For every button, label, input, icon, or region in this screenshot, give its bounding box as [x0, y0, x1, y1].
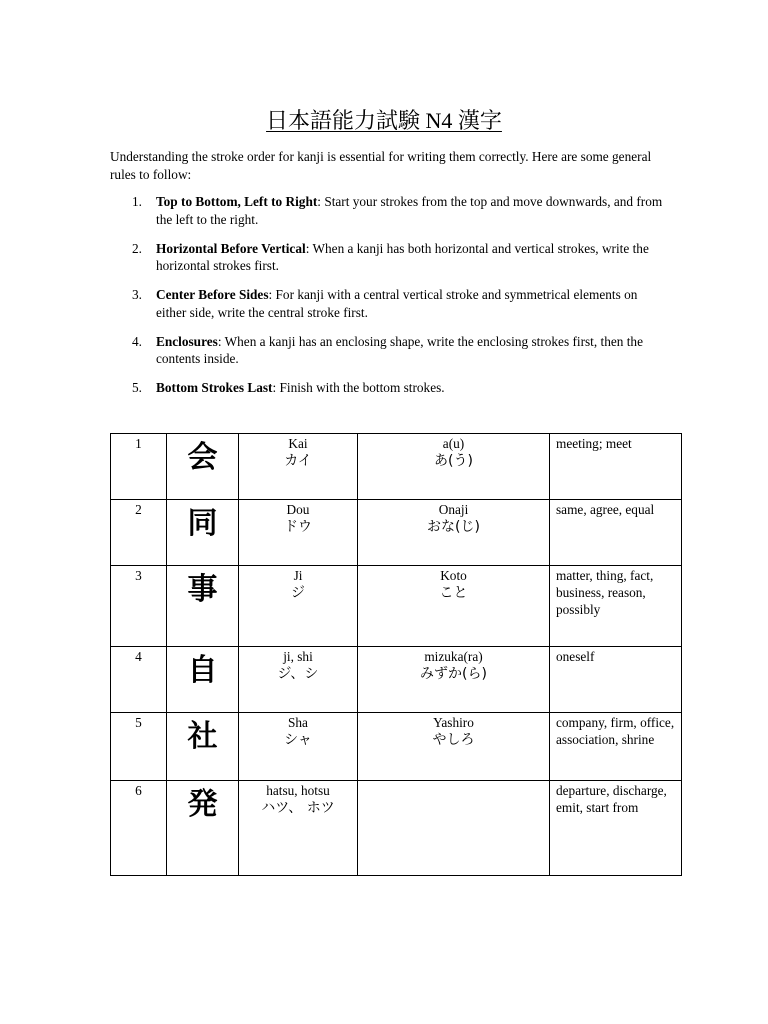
row-number: 5 — [111, 713, 167, 781]
kanji-cell — [167, 566, 239, 647]
rule-heading: Bottom Strokes Last — [156, 380, 273, 395]
onyomi-cell — [239, 500, 358, 566]
kunyomi-romaji: Koto — [440, 568, 467, 583]
row-number: 4 — [111, 647, 167, 713]
onyomi-cell — [239, 781, 358, 876]
onyomi-romaji: Sha — [288, 715, 308, 730]
rule-item — [110, 193, 670, 228]
page-title-text: 日本語能力試験 N4 漢字 — [266, 108, 502, 133]
onyomi-romaji: Ji — [293, 568, 303, 583]
meaning-cell: oneself — [550, 647, 682, 713]
rule-item — [110, 333, 670, 368]
meaning-cell: meeting; meet — [550, 434, 682, 500]
table-row — [111, 713, 682, 781]
kanji-character: 同 — [187, 506, 218, 541]
kunyomi-romaji: Onaji — [438, 502, 469, 517]
onyomi-romaji: ji, shi — [283, 649, 313, 664]
rule-number: 3. — [132, 287, 142, 302]
kunyomi-cell — [358, 566, 550, 647]
rule-text: : When a kanji has an enclosing shape, write the enclosing strokes first, then the contents inside. — [156, 333, 643, 366]
table-row — [111, 566, 682, 647]
kanji-cell — [167, 434, 239, 500]
kunyomi-kana: おな(じ) — [427, 519, 480, 535]
onyomi-kana: ジ — [291, 585, 305, 601]
intro-paragraph: Understanding the stroke order for kanji is essential for writing them correctly. Here are some general rules to follow: — [110, 149, 652, 182]
rule-item — [110, 286, 670, 321]
kunyomi-cell — [358, 434, 550, 500]
onyomi-kana: ドウ — [284, 519, 312, 535]
kunyomi-kana: みずか(ら) — [420, 666, 487, 682]
row-number: 3 — [111, 566, 167, 647]
rule-number: 5. — [132, 380, 142, 395]
meaning-cell: departure, discharge, emit, start from — [550, 781, 682, 876]
meaning-cell: matter, thing, fact, business, reason, possibly — [550, 566, 682, 647]
kunyomi-cell — [358, 500, 550, 566]
onyomi-cell — [239, 713, 358, 781]
table-row — [111, 781, 682, 876]
meaning-cell: company, firm, office, association, shrine — [550, 713, 682, 781]
kanji-character: 発 — [187, 787, 218, 822]
table-row — [111, 500, 682, 566]
kunyomi-cell — [358, 713, 550, 781]
rule-text: : Finish with the bottom strokes. — [272, 380, 445, 395]
rule-number: 1. — [132, 194, 142, 209]
kunyomi-romaji: a(u) — [442, 436, 465, 451]
rule-number: 4. — [132, 333, 142, 349]
onyomi-kana: ハツ、 ホツ — [261, 800, 335, 816]
onyomi-romaji: Kai — [288, 436, 308, 451]
stroke-order-rules-list — [110, 193, 670, 408]
kunyomi-kana: こと — [439, 585, 468, 601]
table-row — [111, 647, 682, 713]
kunyomi-romaji: mizuka(ra) — [424, 649, 483, 664]
row-number: 1 — [111, 434, 167, 500]
rule-text: : For kanji with a central vertical stroke and symmetrical elements on either side, write the central stroke first. — [156, 287, 638, 320]
onyomi-kana: シャ — [284, 732, 312, 748]
kunyomi-kana: やしろ — [432, 732, 475, 748]
onyomi-romaji: Dou — [286, 502, 310, 517]
row-number: 2 — [111, 500, 167, 566]
rule-heading: Horizontal Before Vertical — [156, 240, 306, 256]
row-number: 6 — [111, 781, 167, 876]
kanji-cell — [167, 500, 239, 566]
kunyomi-romaji: Yashiro — [433, 715, 474, 730]
onyomi-cell — [239, 566, 358, 647]
onyomi-romaji: hatsu, hotsu — [266, 783, 330, 798]
kunyomi-cell — [358, 781, 550, 876]
onyomi-kana: ジ、シ — [277, 666, 319, 682]
kunyomi-cell — [358, 647, 550, 713]
page-title — [0, 108, 768, 134]
rule-item — [110, 240, 670, 275]
kanji-cell — [167, 713, 239, 781]
rule-heading: Center Before Sides — [156, 287, 269, 302]
kanji-character: 会 — [187, 440, 218, 475]
kanji-character: 自 — [187, 653, 218, 688]
onyomi-cell — [239, 647, 358, 713]
rule-text: : When a kanji has both horizontal and vertical strokes, write the horizontal strokes first. — [156, 240, 649, 273]
rule-number: 2. — [132, 240, 142, 256]
meaning-cell: same, agree, equal — [550, 500, 682, 566]
table-row — [111, 434, 682, 500]
kanji-character: 社 — [187, 719, 218, 754]
onyomi-cell — [239, 434, 358, 500]
onyomi-kana: カイ — [284, 453, 312, 469]
kanji-cell — [167, 781, 239, 876]
kanji-character: 事 — [187, 572, 218, 607]
kanji-cell — [167, 647, 239, 713]
kunyomi-kana: あ(う) — [434, 453, 473, 469]
rule-heading: Enclosures — [156, 333, 218, 349]
rule-item — [110, 379, 670, 397]
rule-text: : Start your strokes from the top and move downwards, and from the left to the right. — [156, 194, 663, 227]
kanji-table — [110, 433, 682, 876]
rule-heading: Top to Bottom, Left to Right — [156, 194, 318, 209]
